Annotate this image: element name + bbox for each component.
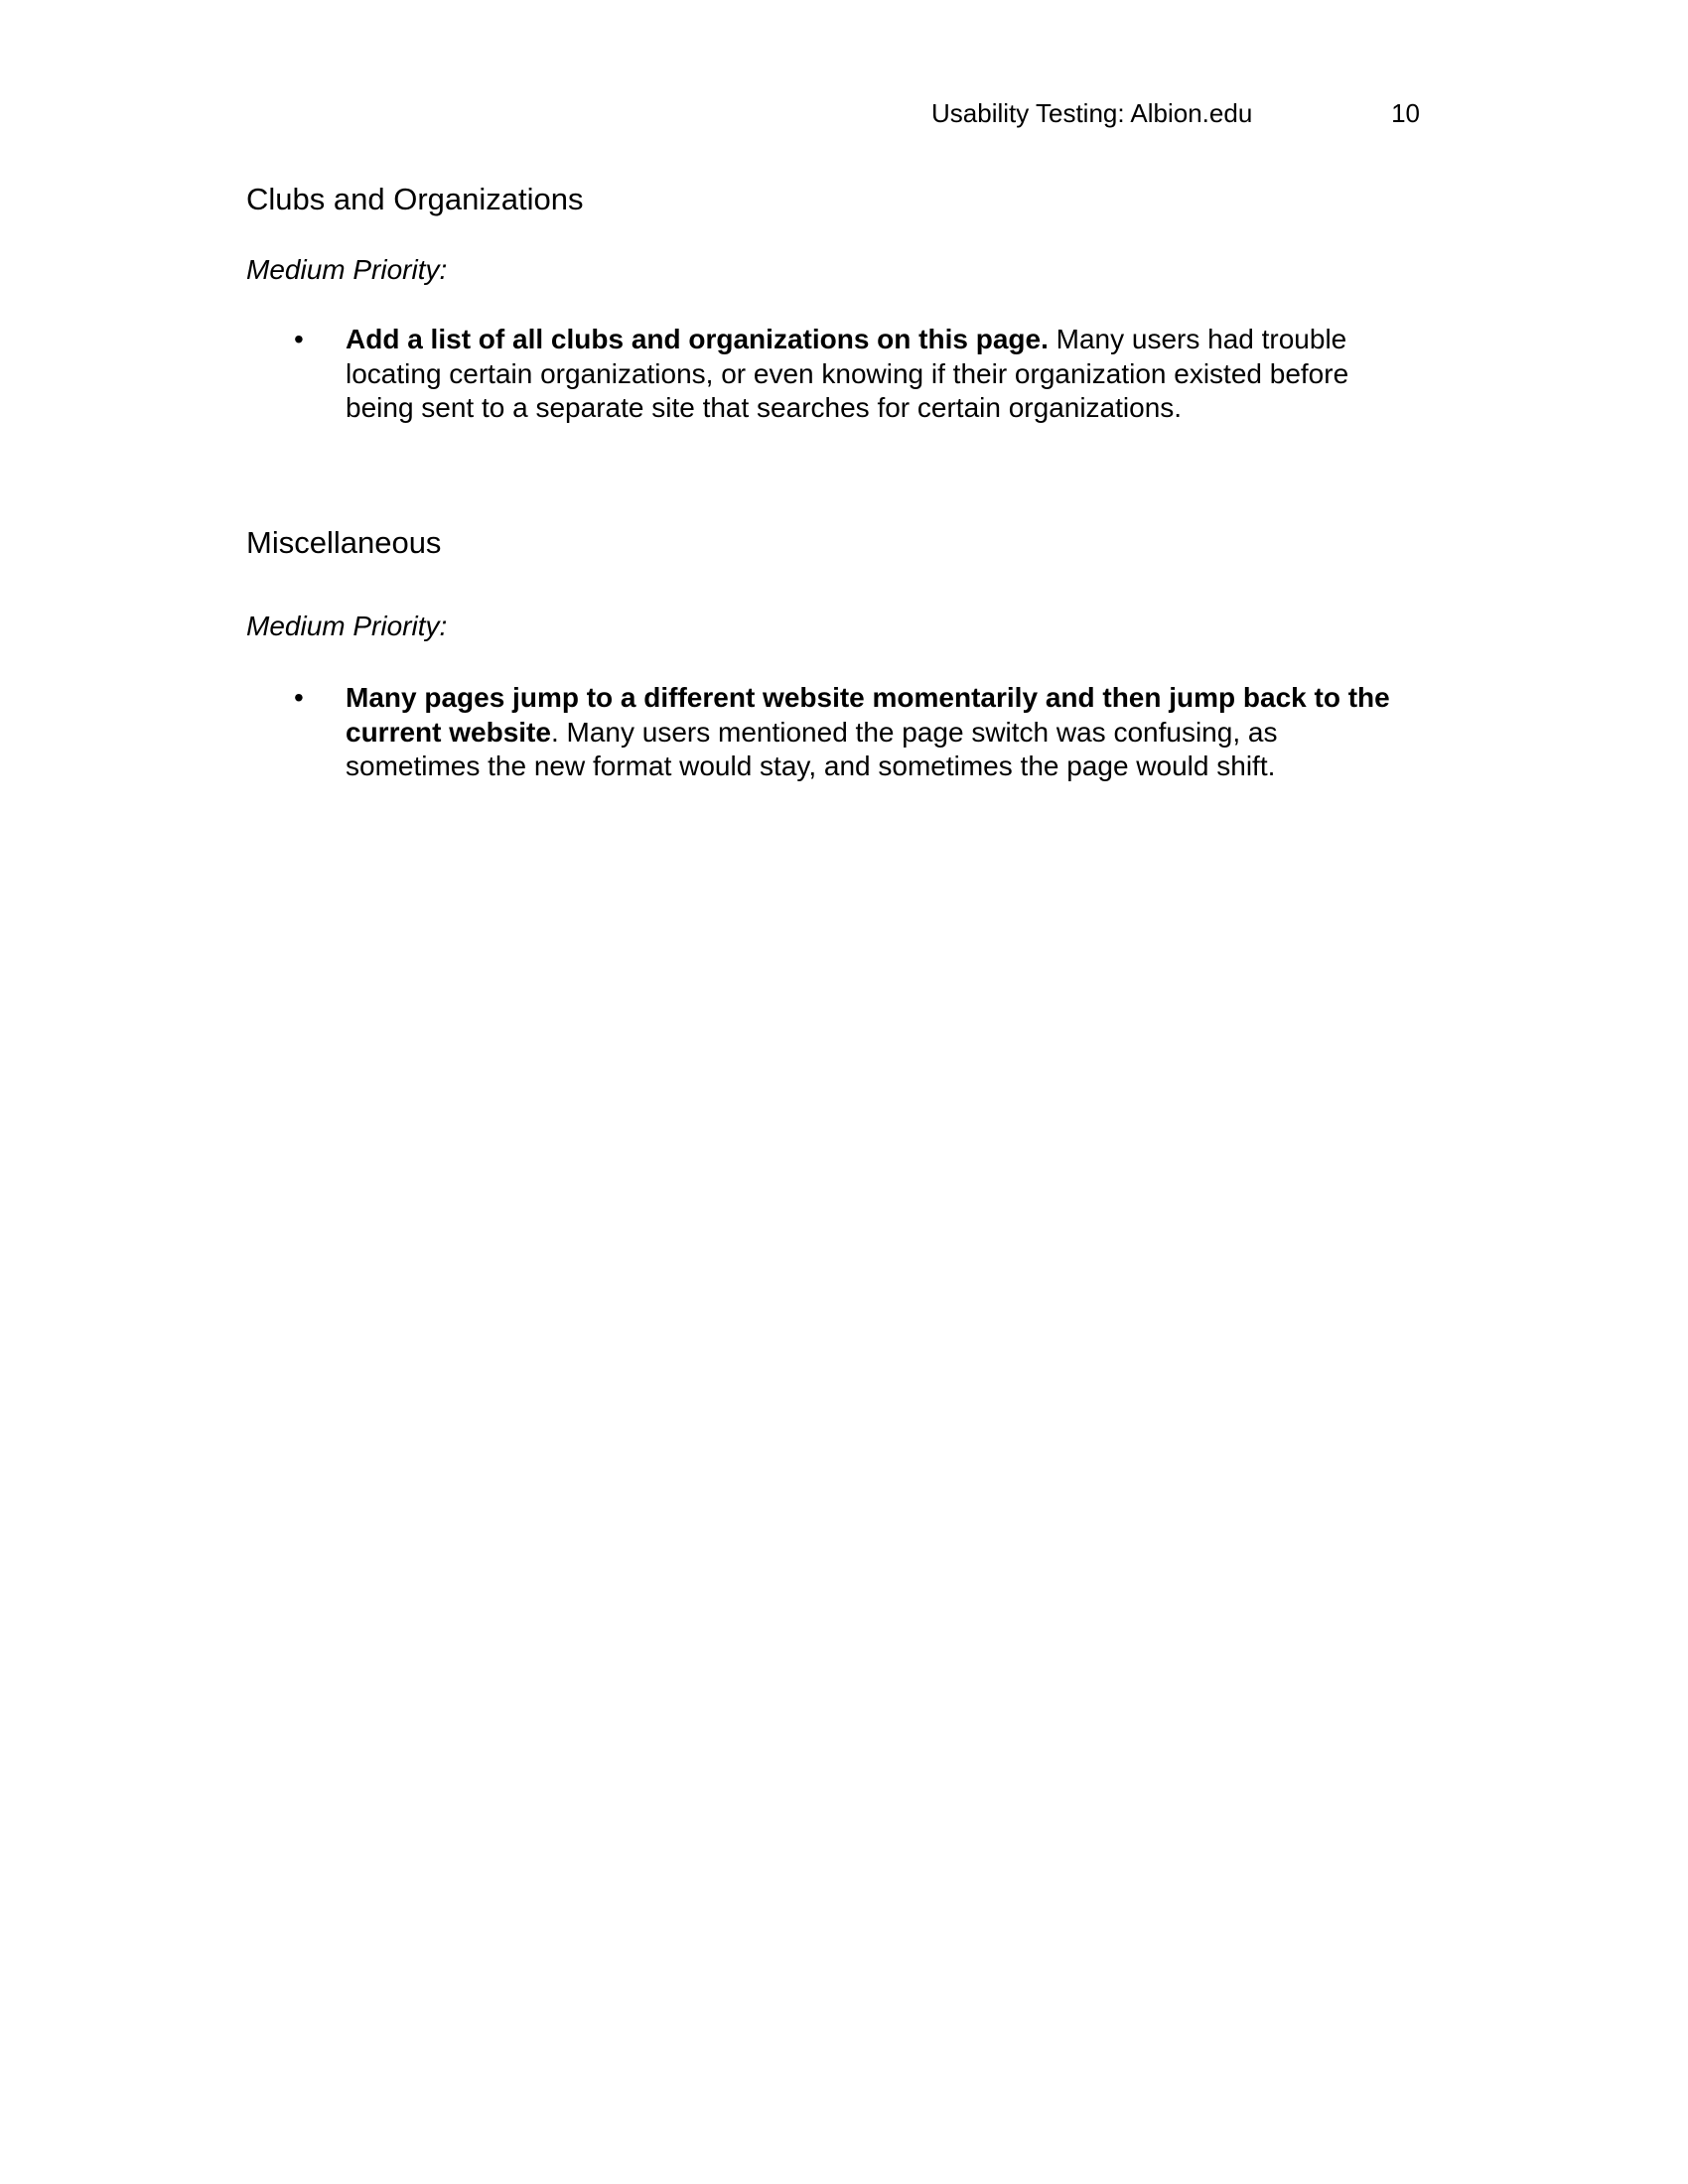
priority-label: Medium Priority: bbox=[246, 611, 448, 641]
page-number: 10 bbox=[1391, 98, 1420, 128]
bullet-lead-text: Many pages jump to a different website momentarily and then jump back to the current website bbox=[346, 682, 1390, 748]
section-miscellaneous bbox=[246, 525, 1438, 781]
bullet-lead-text: Add a list of all clubs and organizations on this page. bbox=[346, 324, 1049, 354]
bullet-icon: • bbox=[294, 682, 304, 713]
bullet-body-text: Many users had trouble locating certain organizations, or even knowing if their organization existed before being sent to a separate site that searches for certain organizations. bbox=[346, 324, 1349, 423]
section-heading: Clubs and Organizations bbox=[246, 182, 584, 216]
priority-label: Medium Priority: bbox=[246, 254, 448, 285]
header-title: Usability Testing: Albion.edu bbox=[931, 98, 1253, 128]
bullet-list bbox=[246, 681, 1418, 784]
list-item bbox=[246, 681, 1418, 784]
bullet-icon: • bbox=[294, 324, 304, 354]
section-clubs-and-organizations bbox=[246, 182, 1438, 423]
list-item bbox=[246, 323, 1418, 426]
bullet-list bbox=[246, 323, 1418, 426]
bullet-body-text: . Many users mentioned the page switch was confusing, as sometimes the new format would stay, and sometimes the page would shift. bbox=[346, 716, 1278, 781]
section-heading: Miscellaneous bbox=[246, 525, 442, 560]
